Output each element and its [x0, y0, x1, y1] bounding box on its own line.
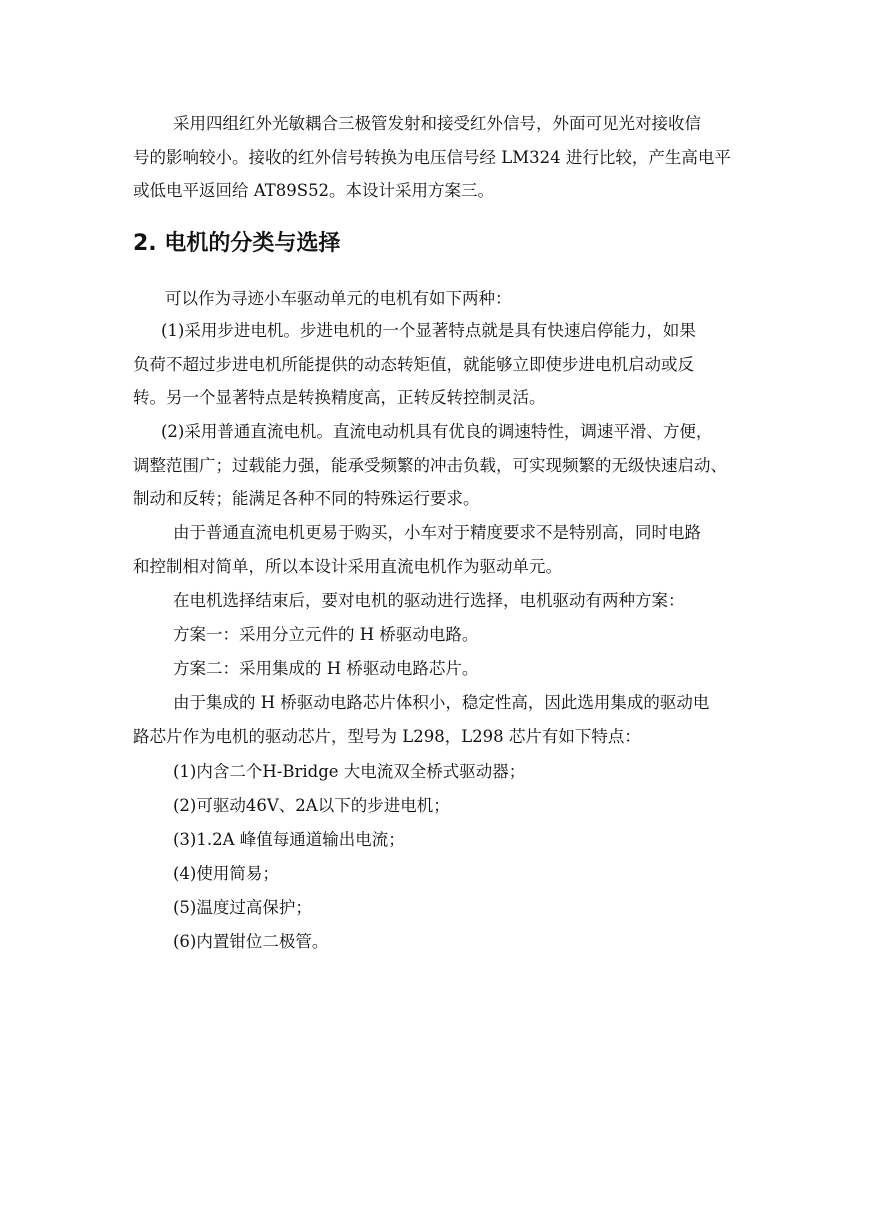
feature-item: (3)1.2A 峰值每通道输出电流； [173, 830, 405, 849]
decision-text: 由于普通直流电机更易于购买，小车对于精度要求不是特别高，同时电路 [173, 523, 701, 542]
paragraph-text: 采用四组红外光敏耦合三极管发射和接受红外信号，外面可见光对接收信 [173, 114, 701, 133]
paragraph-text: 号的影响较小。接收的红外信号转换为电压信号经 LM324 进行比较，产生高电平 [133, 148, 731, 167]
option-2-text: 调整范围广；过载能力强，能承受频繁的冲击负载，可实现频繁的无级快速启动、 [133, 456, 727, 475]
driver-intro-text: 在电机选择结束后，要对电机的驱动进行选择，电机驱动有两种方案： [173, 591, 685, 610]
decision-text: 和控制相对简单，所以本设计采用直流电机作为驱动单元。 [133, 557, 562, 576]
paragraph-text: 或低电平返回给 AT89S52。本设计采用方案三。 [133, 181, 495, 200]
scheme-1-text: 方案一：采用分立元件的 H 桥驱动电路。 [173, 625, 479, 644]
option-2-text: (2)采用普通直流电机。直流电动机具有优良的调速特性，调速平滑、方便， [161, 422, 713, 441]
feature-item: (1)内含二个H-Bridge 大电流双全桥式驱动器； [173, 762, 526, 781]
intro-text: 可以作为寻迹小车驱动单元的电机有如下两种： [165, 289, 512, 308]
section-heading: 2. 电机的分类与选择 [133, 231, 341, 256]
feature-item: (6)内置钳位二极管。 [173, 932, 329, 951]
feature-item: (2)可驱动46V、2A以下的步进电机； [173, 796, 450, 815]
feature-item: (4)使用简易； [173, 864, 279, 883]
option-1-text: (1)采用步进电机。步进电机的一个显著特点就是具有快速启停能力，如果 [161, 321, 696, 340]
option-1-text: 转。另一个显著特点是转换精度高，正转反转控制灵活。 [133, 388, 546, 407]
chip-choice-text: 路芯片作为电机的驱动芯片，型号为 L298，L298 芯片有如下特点： [133, 727, 641, 746]
scheme-2-text: 方案二：采用集成的 H 桥驱动电路芯片。 [173, 659, 479, 678]
feature-item: (5)温度过高保护； [173, 898, 312, 917]
option-1-text: 负荷不超过步进电机所能提供的动态转矩值，就能够立即使步进电机启动或反 [133, 355, 694, 374]
option-2-text: 制动和反转；能满足各种不同的特殊运行要求。 [133, 489, 480, 508]
chip-choice-text: 由于集成的 H 桥驱动电路芯片体积小，稳定性高，因此选用集成的驱动电 [173, 693, 710, 712]
